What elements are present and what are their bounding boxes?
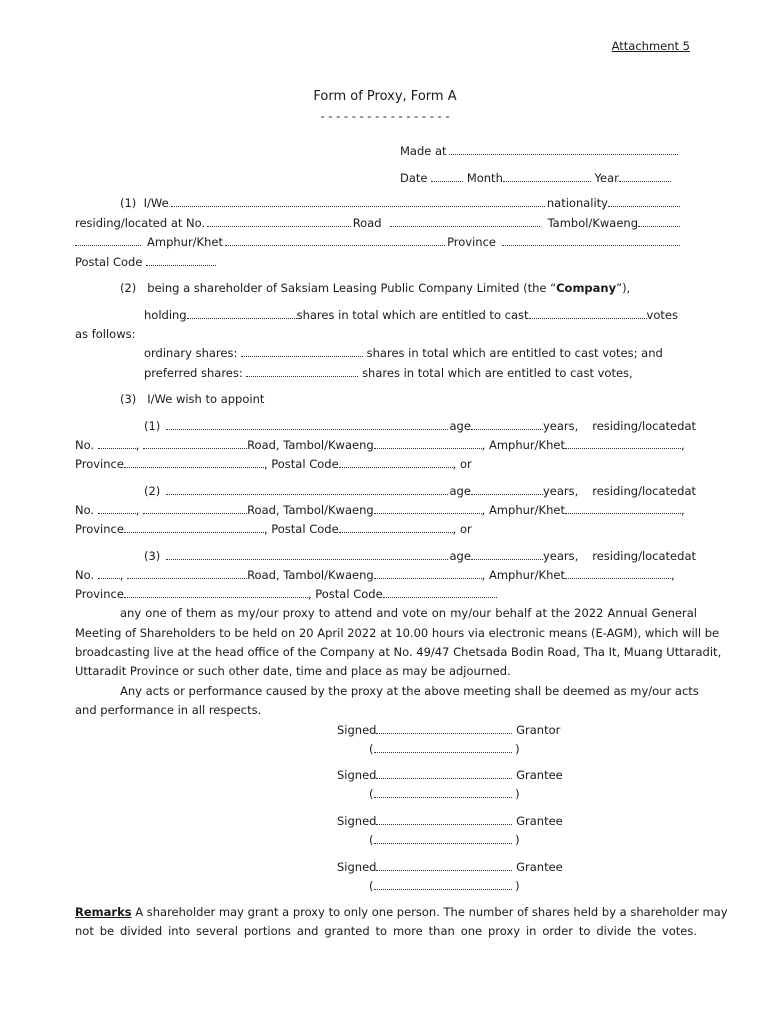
grantor-name-bracket [369, 741, 520, 757]
ordinary-shares-field[interactable] [241, 346, 363, 357]
preferred-shares-field[interactable] [246, 366, 358, 377]
section3-number: (3) [120, 392, 137, 406]
postal-field[interactable] [146, 255, 216, 266]
as-follows: as follows: [75, 327, 136, 341]
grantee-role: Grantee [516, 768, 563, 782]
signed-label: Signed [337, 814, 377, 828]
section2-line1 [120, 280, 630, 296]
votes-label: votes [646, 308, 678, 322]
proxy2-postal-field[interactable] [339, 522, 453, 533]
company-term: Company [556, 281, 617, 295]
signature-grantee-2 [337, 813, 563, 829]
proxy2-amphur-field[interactable] [565, 503, 681, 514]
proxy2-tambol-field[interactable] [374, 503, 482, 514]
body-p2-line2: and performance in all respects. [75, 703, 262, 717]
remarks-label: Remarks [75, 905, 132, 919]
proxy1-line3: Province , Postal Code , or [75, 457, 472, 471]
proxy3-at-label: at [684, 549, 696, 563]
proxy2-province-field[interactable] [124, 522, 264, 533]
proxy2-postal-label: Postal Code [271, 522, 339, 536]
signature-grantee-3 [337, 859, 563, 875]
preferred-label: preferred shares: [144, 366, 243, 380]
signature-grantee-1 [337, 767, 563, 783]
proxy3-line1 [144, 548, 696, 564]
proxy2-amphur-label: Amphur/Khet [488, 503, 565, 517]
proxy1-number: (1) [144, 419, 161, 433]
section1-line4 [75, 254, 216, 270]
grantee-role: Grantee [516, 814, 563, 828]
signed-label: Signed [337, 860, 377, 874]
residing-label: residing/located at No. [75, 216, 206, 230]
proxy1-or: or [459, 457, 472, 471]
title-divider: - - - - - - - - - - - - - - - - - [320, 109, 450, 123]
proxy2-no-label: No. [75, 503, 95, 517]
proxy1-province-field[interactable] [124, 457, 264, 468]
shareholder-text: being a shareholder of Saksiam Leasing Public Company Limited (the “ [147, 281, 557, 295]
proxy3-no-label: No. [75, 568, 95, 582]
amphur-label: Amphur/Khet [147, 235, 223, 249]
iwe-label: I/We [143, 196, 169, 210]
proxy1-at-label: at [684, 419, 696, 433]
proxy1-no-label: No. [75, 438, 95, 452]
close-paren: ) [515, 879, 520, 893]
grantee2-signature-field[interactable] [376, 814, 512, 825]
proxy2-residing-label: residing/located [592, 484, 685, 498]
section1-line1 [120, 195, 680, 211]
proxy2-or: or [459, 522, 472, 536]
body-p1-line3: broadcasting live at the head office of the Company at No. 49/47 Chetsada Bodin Road, Tha It, Muang Uttaradit, [75, 645, 722, 659]
section1-number: (1) [120, 196, 137, 210]
proxy2-no-field[interactable] [98, 503, 136, 514]
proxy2-road-field[interactable] [143, 503, 247, 514]
proxy3-line2: No. , Road, Tambol/Kwaeng , Amphur/Khet , [75, 568, 675, 582]
proxy1-years-label: years, [542, 419, 579, 433]
signature-grantor [337, 722, 560, 738]
shareholder-text-end: ”), [616, 281, 631, 295]
made-at-row [400, 143, 680, 159]
page-title: Form of Proxy, Form A [313, 89, 457, 104]
made-at-label: Made at [400, 144, 447, 158]
road-label: Road [352, 216, 382, 230]
proxy3-age-label: age [449, 549, 471, 563]
remarks-text-1: A shareholder may grant a proxy to only one person. The number of shares held by a shareholder may [135, 905, 728, 919]
grantee-role: Grantee [516, 860, 563, 874]
proxy1-tambol-field[interactable] [374, 438, 482, 449]
year-field[interactable] [619, 171, 671, 182]
proxy3-no-field[interactable] [98, 568, 120, 579]
proxy2-at-label: at [684, 484, 696, 498]
tambol-field-cont[interactable] [75, 235, 141, 246]
grantor-role: Grantor [516, 723, 561, 737]
section2-number: (2) [120, 281, 137, 295]
grantee2-name-bracket [369, 832, 520, 848]
open-paren: ( [369, 742, 374, 756]
proxy1-amphur-field[interactable] [565, 438, 681, 449]
amphur-field[interactable] [225, 235, 445, 246]
month-field[interactable] [503, 171, 591, 182]
proxy1-road-field[interactable] [143, 438, 247, 449]
proxy3-line3: Province , Postal Code [75, 586, 497, 602]
holding-shares-field[interactable] [187, 308, 297, 319]
proxy3-tambol-field[interactable] [374, 568, 482, 579]
signed-label: Signed [337, 723, 377, 737]
nationality-field[interactable] [608, 196, 680, 207]
month-label: Month [466, 171, 503, 185]
province-field[interactable] [502, 235, 680, 246]
votes-field[interactable] [529, 308, 647, 319]
remarks-line1 [75, 904, 728, 920]
postal-label: Postal Code [75, 255, 143, 269]
province-label: Province [447, 235, 496, 249]
body-p2-line1: Any acts or performance caused by the proxy at the above meeting shall be deemed as my/our acts [120, 684, 699, 698]
proxy2-line3: Province , Postal Code , or [75, 522, 472, 536]
proxy2-line2: No. , Road, Tambol/Kwaeng , Amphur/Khet , [75, 503, 685, 517]
proxy3-years-label: years, [542, 549, 579, 563]
ordinary-row [144, 345, 663, 361]
proxy1-province-label: Province [75, 457, 124, 471]
proxy1-postal-label: Postal Code [271, 457, 339, 471]
proxy2-age-label: age [449, 484, 471, 498]
proxy1-residing-label: residing/located [592, 419, 685, 433]
made-at-field[interactable] [449, 144, 678, 155]
grantor-name-field[interactable] [171, 196, 545, 207]
nationality-label: nationality [546, 196, 608, 210]
proxy1-amphur-label: Amphur/Khet [488, 438, 565, 452]
proxy3-residing-label: residing/located [592, 549, 685, 563]
date-label: Date [400, 171, 428, 185]
address-no-field[interactable] [207, 216, 351, 227]
close-paren: ) [515, 833, 520, 847]
body-p1-line1: any one of them as my/our proxy to attend and vote on my/our behalf at the 2022 Annual General [120, 606, 697, 620]
open-paren: ( [369, 833, 374, 847]
proxy2-road-label: Road, Tambol/Kwaeng [247, 503, 374, 517]
open-paren: ( [369, 879, 374, 893]
proxy2-age-field[interactable] [471, 484, 543, 495]
preferred-row [144, 365, 633, 381]
proxy3-province-label: Province [75, 587, 124, 601]
attachment-label: Attachment 5 [611, 39, 690, 53]
ordinary-label: ordinary shares: [144, 346, 238, 360]
proxy2-line1 [144, 483, 696, 499]
proxy1-no-field[interactable] [98, 438, 136, 449]
proxy3-name-field[interactable] [166, 549, 447, 560]
body-p1-line4: Uttaradit Province or such other date, time and place as may be adjourned. [75, 664, 511, 678]
proxy3-postal-label: Postal Code [315, 587, 383, 601]
proxy1-line2: No. , Road, Tambol/Kwaeng , Amphur/Khet , [75, 438, 685, 452]
grantee2-printed-name-field[interactable] [374, 833, 512, 844]
tambol-field[interactable] [638, 216, 680, 227]
holding-label: holding [144, 308, 187, 322]
proxy1-road-label: Road, Tambol/Kwaeng [247, 438, 374, 452]
close-paren: ) [515, 742, 520, 756]
proxy3-amphur-label: Amphur/Khet [488, 568, 565, 582]
proxy1-age-label: age [449, 419, 471, 433]
grantee1-name-bracket [369, 786, 520, 802]
proxy1-age-field[interactable] [471, 419, 543, 430]
shares-total-label: shares in total which are entitled to cast [296, 308, 529, 322]
proxy3-postal-field[interactable] [383, 587, 497, 598]
grantor-printed-name-field[interactable] [374, 742, 512, 753]
proxy3-road-label: Road, Tambol/Kwaeng [247, 568, 374, 582]
proxy3-number: (3) [144, 549, 161, 563]
proxy2-province-label: Province [75, 522, 124, 536]
section1-line2 [75, 215, 680, 231]
proxy2-number: (2) [144, 484, 161, 498]
date-field[interactable] [431, 171, 463, 182]
appoint-text: I/We wish to appoint [147, 392, 265, 406]
year-label: Year [594, 171, 619, 185]
grantee1-signature-field[interactable] [376, 768, 512, 779]
proxy3-age-field[interactable] [471, 549, 543, 560]
body-p1-line2: Meeting of Shareholders to be held on 20 April 2022 at 10.00 hours via electronic means (E-AGM), which will be [75, 626, 720, 640]
proxy1-name-field[interactable] [166, 419, 447, 430]
section1-line3 [75, 234, 680, 250]
section3-heading [120, 391, 264, 407]
grantee3-printed-name-field[interactable] [374, 879, 512, 890]
tambol-label: Tambol/Kwaeng [547, 216, 638, 230]
proxy1-postal-field[interactable] [339, 457, 453, 468]
signed-label: Signed [337, 768, 377, 782]
proxy3-road-field[interactable] [127, 568, 247, 579]
grantor-signature-field[interactable] [376, 723, 512, 734]
proxy3-province-field[interactable] [124, 587, 308, 598]
grantee3-signature-field[interactable] [376, 860, 512, 871]
close-paren: ) [515, 787, 520, 801]
holding-row [144, 307, 678, 323]
proxy2-name-field[interactable] [166, 484, 447, 495]
proxy1-line1 [144, 418, 696, 434]
open-paren: ( [369, 787, 374, 801]
remarks-line2: not be divided into several portions and granted to more than one proxy in order to divide the votes. [75, 924, 697, 938]
road-field[interactable] [390, 216, 540, 227]
grantee1-printed-name-field[interactable] [374, 787, 512, 798]
proxy3-amphur-field[interactable] [565, 568, 671, 579]
preferred-tail: shares in total which are entitled to cast votes, [362, 366, 633, 380]
date-row [400, 170, 671, 186]
ordinary-tail: shares in total which are entitled to cast votes; and [366, 346, 663, 360]
proxy2-years-label: years, [542, 484, 579, 498]
grantee3-name-bracket [369, 878, 520, 894]
